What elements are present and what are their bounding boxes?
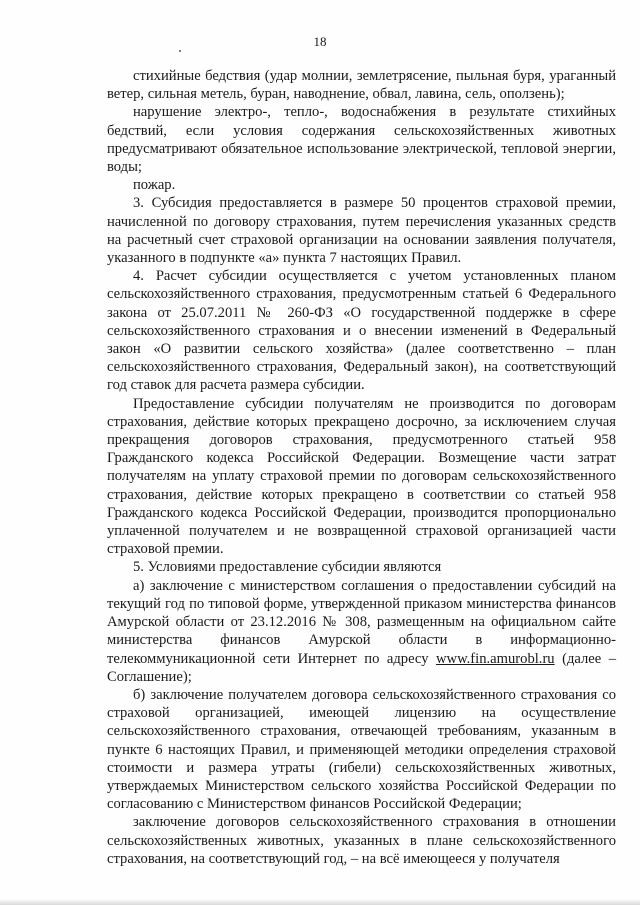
page-number: 18 bbox=[313, 34, 327, 49]
paragraph-clause-4: 4. Расчет субсидии осуществляется с учетом установленных планом сельскохозяйственного страхования, предусмотренным статьей 6 Федерального закона от 25.07.2011 № 260-ФЗ «О государственной поддержке в сфере сельскохозяйственного страхования и о внесении изменений в Федеральный закон «О развитии сельского хозяйства» (далее соответственно – план сельскохозяйственного страхования, Федеральный закон), на соответствующий год ставок для расчета размера субсидии. bbox=[107, 268, 616, 394]
paragraph-clause-3: 3. Субсидия предоставляется в размере 50 процентов страховой премии, начисленной по договору страхования, путем перечисления указанных средств на расчетный счет страховой организации на основании заявления получателя, указанного в подпункте «а» пункта 7 настоящих Правил. bbox=[107, 195, 616, 267]
paragraph-contracts: заключение договоров сельскохозяйственного страхования в отношении сельскохозяйственных животных, указанных в плане сельскохозяйственного страхования, на соответствующий год, – на всё имеющееся у получателя bbox=[107, 814, 616, 867]
paragraph-subclause-b: б) заключение получателем договора сельскохозяйственного страхования со страховой организацией, имеющей лицензию на осуществление сельскохозяйственного страхования, отвечающей требованиям, указанным в пункте 6 настоящих Правил, и применяющей методики определения страховой стоимости и размера утраты (гибели) сельскохозяйственных животных, утверждаемых Министерством сельского хозяйства Российской Федерации по согласованию с Министерством финансов Российской Федерации; bbox=[107, 686, 616, 813]
website-link[interactable]: www.fin.amurobl.ru bbox=[435, 650, 555, 667]
paragraph-clause-5: 5. Условиями предоставление субсидии являются bbox=[133, 559, 442, 576]
paragraph-natural-disasters: стихийные бедствия (удар молнии, землетрясение, пыльная буря, ураганный ветер, сильная метель, буран, наводнение, обвал, лавина, сель, оползень); bbox=[107, 68, 616, 103]
document-body bbox=[107, 67, 616, 868]
paragraph-utility-disruption: нарушение электро-, тепло-, водоснабжения в результате стихийных бедствий, если условия содержания сельскохозяйственных животных предусматривают обязательное использование электрической, тепловой энергии, воды; bbox=[107, 104, 616, 176]
paragraph-fire: пожар. bbox=[133, 177, 176, 194]
paragraph-subclause-a bbox=[107, 577, 616, 686]
scan-speck bbox=[179, 50, 181, 52]
scan-bottom-edge bbox=[0, 899, 640, 905]
paragraph-early-termination: Предоставление субсидии получателям не производится по договорам страхования, действие которых прекращено досрочно, за исключением случая прекращения договоров страхования, предусмотренного статьей 958 Гражданского кодекса Российской Федерации. Возмещение части затрат получателям на уплату страховой премии по договорам сельскохозяйственного страхования, действие которых прекращено в соответствии со статьей 958 Гражданского кодекса Российской Федерации, производится пропорционально уплаченной получателем и не возвращенной страховой организацией части страховой премии. bbox=[107, 395, 616, 558]
subclause-a-text: а) заключение с министерством соглашения о предоставлении субсидий на текущий год по типовой форме, утвержденной приказом министерства финансов Амурской области от 23.12.2016 № 308, размещенным на официальном сайте министерства финансов Амурской области в информационно-телекоммуникационной сети Интернет по адресу bbox=[107, 577, 616, 667]
subclause-a-tail: (далее – Соглашение); bbox=[107, 650, 616, 685]
